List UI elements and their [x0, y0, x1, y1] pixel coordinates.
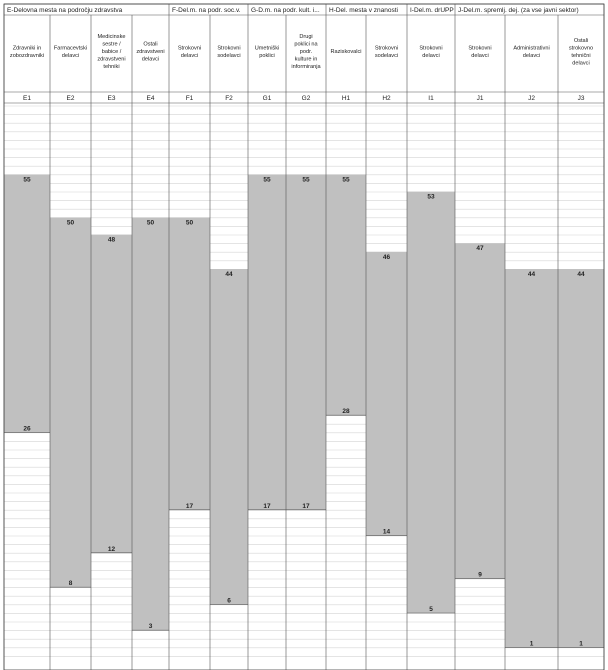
max-value-label: 50 — [185, 219, 194, 227]
max-value-label: 44 — [225, 271, 233, 278]
min-value-label: 1 — [529, 640, 534, 648]
column-header-f1: Strokovni delavci — [177, 45, 202, 59]
column-header-e2: Farmacevtski delavci — [53, 45, 88, 59]
range-bar-f1 — [169, 217, 210, 509]
column-code-h2: H2 — [382, 95, 391, 102]
column-header-e3: Medicinske sestre / babice / zdravstveni tehniki — [97, 34, 126, 70]
column-code-g2: G2 — [301, 95, 311, 102]
range-bar-g2 — [286, 174, 326, 509]
min-value-label: 1 — [579, 640, 583, 648]
column-code-j3: J3 — [577, 95, 585, 102]
range-bar-e2 — [50, 217, 91, 587]
column-code-e3: E3 — [107, 95, 116, 102]
min-value-label: 8 — [68, 580, 73, 588]
min-value-label: 3 — [148, 623, 153, 631]
max-value-label: 55 — [263, 176, 271, 184]
range-bar-g1 — [248, 174, 286, 509]
group-label: G-D.m. na podr. kult. i... — [251, 7, 320, 14]
column-code-h1: H1 — [341, 95, 351, 102]
min-value-label: 26 — [23, 425, 31, 433]
max-value-label: 50 — [66, 219, 75, 227]
max-value-label: 53 — [427, 193, 435, 201]
min-value-label: 6 — [227, 597, 231, 605]
group-label: J-Del.m. spremlj. dej. (za vse javni sektor) — [458, 7, 579, 14]
max-value-label: 48 — [107, 236, 116, 244]
group-label: E-Delovna mesta na področju zdravstva — [7, 7, 123, 14]
min-value-label: 28 — [342, 408, 350, 416]
max-value-label: 55 — [23, 176, 31, 184]
group-label: F-Del.m. na podr. soc.v. — [172, 7, 241, 14]
column-header-h1: Raziskovalci — [330, 49, 362, 55]
column-code-f1: F1 — [185, 95, 194, 102]
range-bar-e3 — [91, 235, 132, 553]
min-value-label: 17 — [302, 502, 310, 510]
column-code-g1: G1 — [262, 95, 272, 102]
max-value-label: 47 — [476, 245, 484, 253]
column-header-f2: Strokovni sodelavci — [217, 45, 241, 59]
range-bar-f2 — [210, 269, 248, 604]
column-header-j2: Administrativni delavci — [513, 45, 550, 59]
column-header-g2: Drugi poklici na podr. kulture in informiranja — [291, 34, 321, 70]
max-value-label: 55 — [302, 176, 310, 184]
range-bar-h1 — [326, 174, 366, 415]
range-bar-e1 — [4, 174, 50, 432]
range-bar-i1 — [407, 192, 455, 613]
column-code-i1: I1 — [428, 95, 434, 102]
column-code-f2: F2 — [225, 95, 233, 102]
column-header-h2: Strokovni sodelavci — [374, 45, 399, 59]
column-code-e2: E2 — [66, 95, 75, 102]
group-label: H-Del. mesta v znanosti — [329, 7, 398, 14]
range-bar-j1 — [455, 243, 505, 578]
column-header-j3: Ostali strokovno tehnični delavci — [568, 37, 594, 67]
range-bar-h2 — [366, 252, 407, 536]
min-value-label: 12 — [107, 545, 116, 553]
range-bar-e4 — [132, 217, 169, 630]
range-bar-j3 — [558, 269, 604, 647]
group-label: I-Del.m. drUPP — [410, 7, 454, 14]
max-value-label: 55 — [342, 176, 350, 184]
max-value-label: 46 — [382, 253, 391, 261]
column-code-j1: J1 — [476, 95, 484, 102]
column-code-e4: E4 — [146, 95, 155, 102]
column-header-i1: Strokovni delavci — [419, 45, 443, 59]
column-code-e1: E1 — [23, 95, 31, 102]
range-bar-j2 — [505, 269, 558, 647]
column-header-e1: Zdravniki in zobozdravniki — [9, 45, 45, 59]
max-value-label: 44 — [527, 271, 536, 278]
min-value-label: 9 — [478, 571, 482, 579]
column-header-j1: Strokovni delavci — [468, 45, 492, 59]
min-value-label: 14 — [382, 528, 391, 536]
max-value-label: 50 — [146, 219, 155, 227]
max-value-label: 44 — [577, 271, 585, 278]
min-value-label: 17 — [263, 502, 271, 510]
min-value-label: 17 — [185, 502, 194, 510]
column-header-e4: Ostali zdravstveni delavci — [136, 41, 165, 63]
column-header-g1: Umetniški poklici — [254, 45, 280, 59]
min-value-label: 5 — [429, 606, 433, 613]
column-code-j2: J2 — [528, 95, 535, 102]
